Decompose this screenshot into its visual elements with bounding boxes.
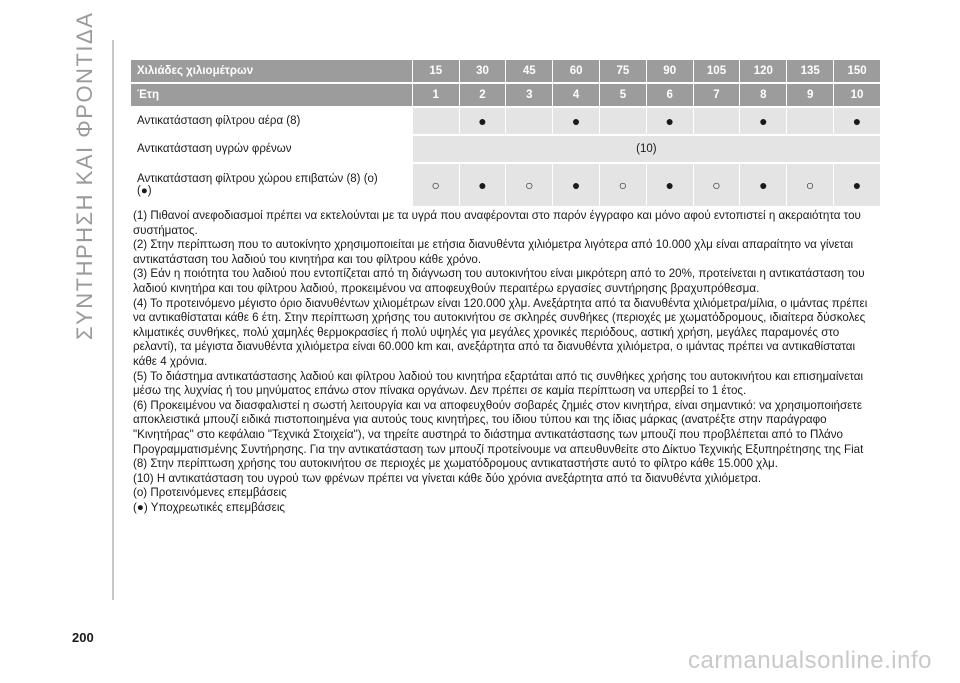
year-cell: 6 xyxy=(647,84,693,106)
watermark: carmanualsonline.info xyxy=(688,647,932,674)
schedule-cell: ○ xyxy=(506,164,552,206)
footnote: (6) Προκειμένου να διασφαλιστεί η σωστή λειτουργία και να αποφευχθούν σοβαρές ζημιές στον κινητήρα, είναι σημαντικό: να χρησιμοποιήσετε αποκλειστικά μπουζί ειδικά πιστοποιημένα για αυτούς τους κινητήρες, του ίδιου τύπου και της ίδιας μάρκας (ανατρέξτε στην παράγραφο "Κινητήρας" στο κεφάλαιο "Τεχνικά Στοιχεία"), να τηρείτε αυστηρά το διάστημα αντικατάστασης των μπουζί που προβλέπεται από το Πλάνο Προγραμματισμένης Συντήρησης. Για την αντικατάσταση των μπουζί προτείνουμε να απευθυνθείτε στο Δίκτυο Τεχνικής Εξυπηρέτησης της Fiat xyxy=(133,398,864,456)
footnote: (3) Εάν η ποιότητα του λαδιού που εντοπίζεται από τη διάγνωση του αυτοκινήτου είναι μικρότερη από το 20%, προτείνεται η αντικατάσταση του λαδιού κινητήρα και του φίλτρου λαδιού, προκειμένου να αποφευχθούν περαιτέρω εργασίες συντήρησης βραχυπρόθεσμα. xyxy=(133,267,865,295)
km-cell: 30 xyxy=(460,60,506,82)
schedule-cell: ● xyxy=(647,164,693,206)
schedule-cell xyxy=(787,108,833,134)
footnote: (10) Η αντικατάσταση του υγρού των φρένων πρέπει να γίνεται κάθε δύο χρόνια ανεξάρτητα από τα διανυθέντα χιλιόμετρα. xyxy=(133,471,762,485)
km-cell: 135 xyxy=(787,60,833,82)
year-cell: 9 xyxy=(787,84,833,106)
schedule-cell: ● xyxy=(460,108,506,134)
km-cell: 90 xyxy=(647,60,693,82)
year-cell: 3 xyxy=(506,84,552,106)
schedule-cell: ● xyxy=(647,108,693,134)
year-cell: 4 xyxy=(553,84,599,106)
year-cell: 10 xyxy=(834,84,880,106)
footnote: (4) Το προτεινόμενο μέγιστο όριο διανυθέντων χιλιομέτρων είναι 120.000 χλμ. Ανεξάρτητα από τα διανυθέντα χιλιόμετρα/μίλια, ο ιμάντας πρέπει να αντικαθίσταται κάθε 6 έτη. Στην περίπτωση χρήσης του αυτοκινήτου σε σκληρές συνθήκες (περιοχές με χωματόδρομους, ιδιαίτερα δύσκολες κλιματικές συνθήκες, πολύ χαμηλές θερμοκρασίες ή πολύ υψηλές για μεγάλες χρονικές περιόδους, αστική χρήση, μεγάλες παραμονές στο ρελαντί), τα μέγιστα διανυθέντα χιλιόμετρα είναι 60.000 km και, ανεξάρτητα από τα διανυθέντα χιλιόμετρα, ο ιμάντας πρέπει να αντικαθίσταται κάθε 4 χρόνια. xyxy=(133,296,868,368)
year-cell: 1 xyxy=(413,84,459,106)
km-header-label: Χιλιάδες χιλιομέτρων xyxy=(131,60,412,82)
schedule-cell: ● xyxy=(553,164,599,206)
km-cell: 45 xyxy=(506,60,552,82)
km-cell: 150 xyxy=(834,60,880,82)
years-header-label: Έτη xyxy=(131,84,412,106)
schedule-cell: ○ xyxy=(694,164,740,206)
span-cell: (10) xyxy=(413,136,880,162)
years-header-row xyxy=(131,84,880,106)
row-label xyxy=(131,164,412,206)
maintenance-schedule-table xyxy=(130,58,881,208)
row-label: Αντικατάσταση φίλτρου αέρα (8) xyxy=(131,108,412,134)
schedule-cell: ● xyxy=(553,108,599,134)
schedule-cell xyxy=(600,108,646,134)
km-cell: 15 xyxy=(413,60,459,82)
footnote: (8) Στην περίπτωση χρήσης του αυτοκινήτου σε περιοχές με χωματόδρομους αντικαταστήστε αυτό το φίλτρο κάθε 15.000 χλμ. xyxy=(133,457,778,471)
km-cell: 120 xyxy=(740,60,786,82)
km-cell: 75 xyxy=(600,60,646,82)
page-number: 200 xyxy=(72,630,94,645)
schedule-cell: ○ xyxy=(600,164,646,206)
schedule-cell: ● xyxy=(460,164,506,206)
km-header-row xyxy=(131,60,880,82)
schedule-cell: ● xyxy=(834,108,880,134)
table-row xyxy=(131,136,880,162)
schedule-cell: ● xyxy=(740,164,786,206)
year-cell: 2 xyxy=(460,84,506,106)
schedule-cell: ● xyxy=(834,164,880,206)
table-row xyxy=(131,108,880,134)
km-cell: 60 xyxy=(553,60,599,82)
footnotes xyxy=(133,209,881,515)
schedule-cell xyxy=(506,108,552,134)
schedule-cell: ○ xyxy=(413,164,459,206)
footnote: (2) Στην περίπτωση που το αυτοκίνητο χρησιμοποιείται με ετήσια διανυθέντα χιλιόμετρα λιγότερα από 10.000 χλμ είναι απαραίτητο να γίνεται αντικατάσταση του λαδιού του κινητήρα και του φίλτρου κάθε χρόνο. xyxy=(133,238,854,266)
footnote: (1) Πιθανοί ανεφοδιασμοί πρέπει να εκτελούνται με τα υγρά που αναφέρονται στο παρόν έγγραφο και μόνο αφού εντοπιστεί η ακεραιότητα του συστήματος. xyxy=(133,209,861,237)
schedule-cell xyxy=(694,108,740,134)
footnote: (5) Το διάστημα αντικατάστασης λαδιού και φίλτρου λαδιού του κινητήρα εξαρτάται από τις συνθήκες χρήσης του αυτοκινήτου και επισημαίνεται μέσω της λυχνίας ή του μηνύματος επάνω στον πίνακα οργάνων. Δεν πρέπει σε καμία περίπτωση να υπερβεί το 1 έτος. xyxy=(133,369,864,398)
schedule-cell: ○ xyxy=(787,164,833,206)
row-label-line: (●) xyxy=(137,185,152,197)
footnote: (ο) Προτεινόμενες επεμβάσεις xyxy=(133,486,287,500)
chapter-title: ΣΥΝΤΗΡΗΣΗ ΚΑΙ ΦΡΟΝΤΙΔΑ xyxy=(72,11,97,340)
chapter-divider xyxy=(112,40,114,600)
year-cell: 7 xyxy=(694,84,740,106)
row-label: Αντικατάσταση υγρών φρένων xyxy=(131,136,412,162)
table-row xyxy=(131,164,880,206)
year-cell: 8 xyxy=(740,84,786,106)
footnote: (●) Υποχρεωτικές επεμβάσεις xyxy=(133,500,285,514)
year-cell: 5 xyxy=(600,84,646,106)
km-cell: 105 xyxy=(694,60,740,82)
schedule-cell xyxy=(413,108,459,134)
row-label-line: Αντικατάσταση φίλτρου χώρου επιβατών (8) (ο) xyxy=(137,173,378,185)
schedule-cell: ● xyxy=(740,108,786,134)
